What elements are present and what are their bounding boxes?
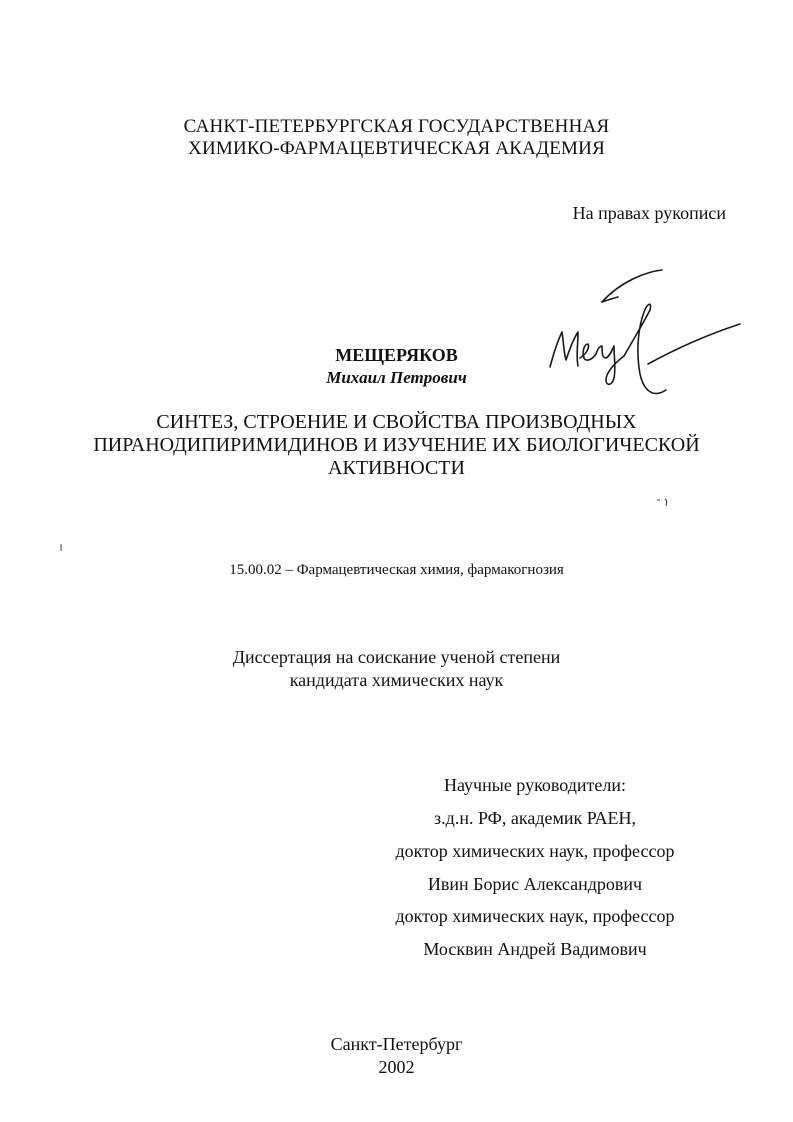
author-signature bbox=[540, 262, 750, 412]
academy-name-line-2: ХИМИКО-ФАРМАЦЕВТИЧЕСКАЯ АКАДЕМИЯ bbox=[188, 138, 605, 159]
academy-name-line-1: САНКТ-ПЕТЕРБУРГСКАЯ ГОСУДАРСТВЕННАЯ bbox=[183, 116, 610, 137]
specialty-code: 15.00.02 – Фармацевтическая химия, фармакогнозия bbox=[229, 562, 564, 578]
supervisor-line: з.д.н. РФ, академик РАЕН, bbox=[434, 808, 636, 828]
scan-speck bbox=[58, 543, 64, 553]
degree-line-2: кандидата химических наук bbox=[289, 670, 504, 690]
author-surname: МЕЩЕРЯКОВ bbox=[335, 345, 458, 365]
supervisor-line: Ивин Борис Александрович bbox=[427, 874, 643, 894]
dissertation-title-line-2: ПИРАНОДИПИРИМИДИНОВ И ИЗУЧЕНИЕ ИХ БИОЛОГИЧЕСКОЙ bbox=[93, 434, 700, 456]
manuscript-rights-note: На правах рукописи bbox=[572, 203, 726, 223]
author-given-names: Михаил Петрович bbox=[326, 368, 467, 387]
supervisors-heading: Научные руководители: bbox=[443, 775, 627, 795]
year: 2002 bbox=[378, 1057, 415, 1077]
supervisor-line: доктор химических наук, профессор bbox=[395, 906, 675, 926]
degree-line-1: Диссертация на соискание ученой степени bbox=[232, 647, 561, 667]
city: Санкт-Петербург bbox=[330, 1034, 463, 1054]
dissertation-title-line-1: СИНТЕЗ, СТРОЕНИЕ И СВОЙСТВА ПРОИЗВОДНЫХ bbox=[156, 411, 637, 433]
supervisor-line: доктор химических наук, профессор bbox=[395, 841, 675, 861]
scan-speck bbox=[655, 496, 671, 508]
dissertation-title-line-3: АКТИВНОСТИ bbox=[328, 457, 465, 479]
supervisor-line: Москвин Андрей Вадимович bbox=[423, 939, 647, 959]
